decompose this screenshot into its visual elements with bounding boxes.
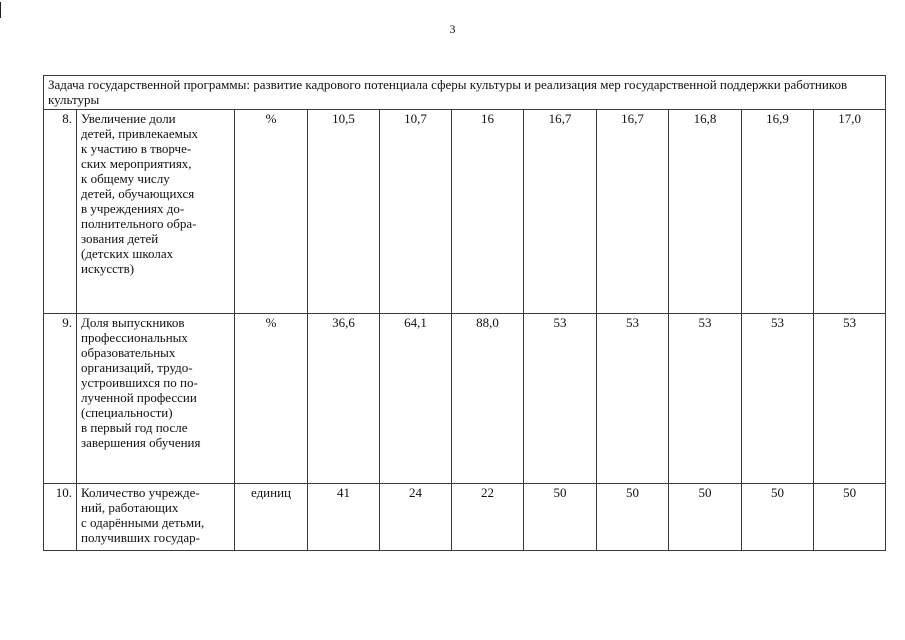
value-cell: 50 xyxy=(814,484,886,551)
value-cell: 88,0 xyxy=(452,314,524,484)
value-cell: 16,9 xyxy=(742,110,814,314)
table-row xyxy=(44,314,886,484)
table-row xyxy=(44,110,886,314)
page-edge-mark xyxy=(0,2,1,18)
value-cell: 10,7 xyxy=(380,110,452,314)
value-cell: 16,7 xyxy=(597,110,669,314)
value-cell: 16 xyxy=(452,110,524,314)
value-cell: 16,8 xyxy=(669,110,742,314)
row-number: 8. xyxy=(44,110,77,314)
value-cell: 22 xyxy=(452,484,524,551)
value-cell: 53 xyxy=(742,314,814,484)
value-cell: 50 xyxy=(524,484,597,551)
value-cell: 24 xyxy=(380,484,452,551)
value-cell: 53 xyxy=(597,314,669,484)
value-cell: 50 xyxy=(742,484,814,551)
value-cell: 50 xyxy=(597,484,669,551)
indicator-name: Доля выпускников профессиональных образовательных организаций, трудо- устроившихся по по- лученной профессии (специальности) в первый год после завершения обучения xyxy=(77,314,235,484)
row-number: 10. xyxy=(44,484,77,551)
value-cell: 50 xyxy=(669,484,742,551)
value-cell: 64,1 xyxy=(380,314,452,484)
task-header-row xyxy=(44,76,886,110)
value-cell: 53 xyxy=(814,314,886,484)
value-cell: 36,6 xyxy=(308,314,380,484)
indicator-name: Увеличение доли детей, привлекаемых к участию в творче- ских мероприятиях, к общему числу детей, обучающихся в учреждениях до- полнительного обра- зования детей (детских школах искусств) xyxy=(77,110,235,314)
indicators-table xyxy=(43,75,886,551)
value-cell: 10,5 xyxy=(308,110,380,314)
value-cell: 53 xyxy=(524,314,597,484)
value-cell: 53 xyxy=(669,314,742,484)
row-number: 9. xyxy=(44,314,77,484)
value-cell: 17,0 xyxy=(814,110,886,314)
value-cell: 16,7 xyxy=(524,110,597,314)
task-header-cell: Задача государственной программы: развитие кадрового потенциала сферы культуры и реализация мер государственной поддержки работников культуры xyxy=(44,76,886,110)
value-cell: 41 xyxy=(308,484,380,551)
unit-cell: % xyxy=(235,110,308,314)
page-number: 3 xyxy=(449,22,456,36)
unit-cell: % xyxy=(235,314,308,484)
unit-cell: единиц xyxy=(235,484,308,551)
indicator-name: Количество учрежде- ний, работающих с одарёнными детьми, получивших государ- xyxy=(77,484,235,551)
table-row xyxy=(44,484,886,551)
